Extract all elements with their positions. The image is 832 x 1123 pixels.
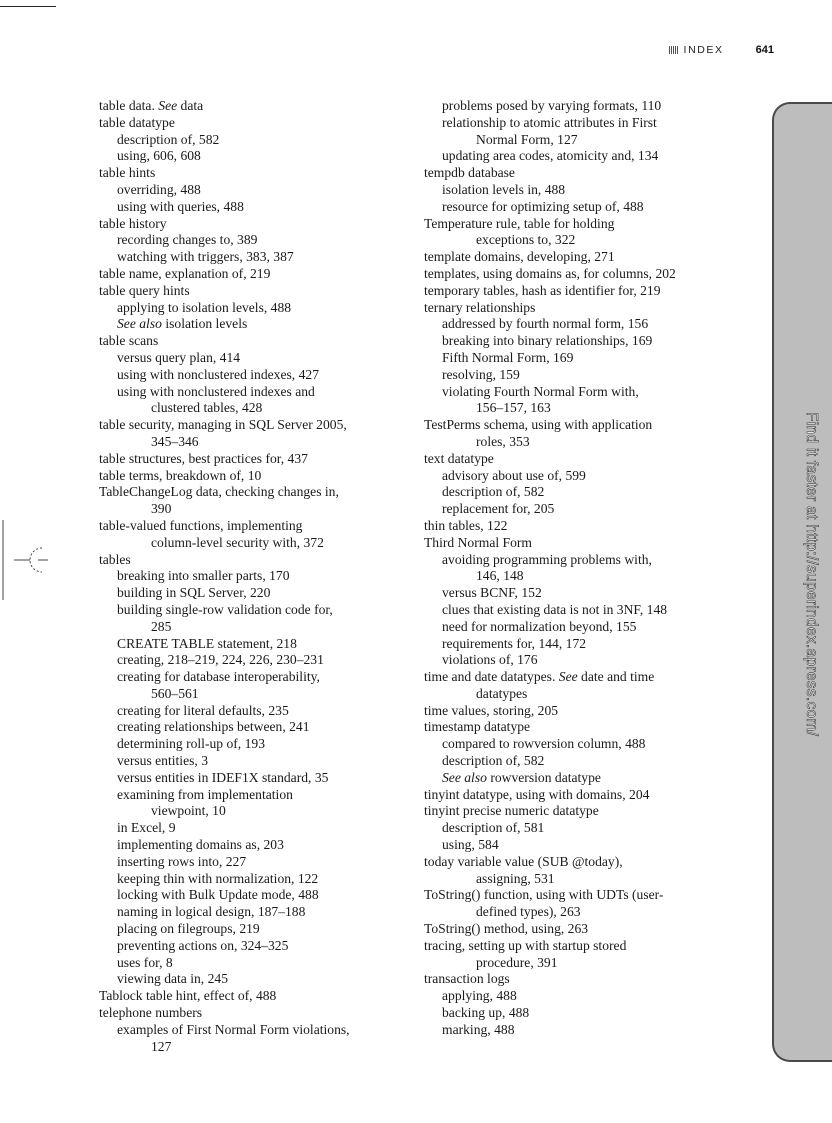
entry-text: procedure, 391 — [476, 954, 558, 970]
index-entry — [424, 568, 724, 585]
entry-text: creating for database interoperability, — [117, 669, 320, 685]
index-entry — [99, 266, 399, 283]
index-entry — [424, 602, 724, 619]
index-entry — [99, 249, 399, 266]
index-entry — [99, 367, 399, 384]
index-entry — [424, 468, 724, 485]
entry-text: tracing, setting up with startup stored — [424, 937, 627, 953]
index-entry — [424, 98, 724, 115]
index-entry — [424, 1005, 724, 1022]
entry-text: table structures, best practices for, 437 — [99, 450, 308, 466]
index-entry — [99, 316, 399, 333]
index-entry — [99, 887, 399, 904]
entry-text: CREATE TABLE statement, 218 — [117, 635, 297, 651]
index-entry — [424, 199, 724, 216]
index-entry — [424, 736, 724, 753]
entry-text: today variable value (SUB @today), — [424, 853, 623, 869]
entry-text: table query hints — [99, 282, 190, 298]
cross-reference: See — [158, 98, 178, 113]
entry-text: assigning, 531 — [476, 870, 555, 886]
index-entry — [424, 770, 724, 787]
entry-text: tables — [99, 551, 131, 567]
index-entry — [99, 535, 399, 552]
entry-text: text datatype — [424, 450, 494, 466]
entry-text: keeping thin with normalization, 122 — [117, 870, 319, 886]
index-entry — [99, 165, 399, 182]
entry-text: roles, 353 — [476, 433, 530, 449]
entry-text: tinyint precise numeric datatype — [424, 803, 599, 819]
entry-text: isolation levels — [161, 316, 248, 332]
index-entry — [99, 652, 399, 669]
entry-text: table data. — [99, 98, 159, 113]
entry-text: TableChangeLog data, checking changes in, — [99, 484, 339, 500]
entry-text: time and date datatypes. — [424, 669, 559, 685]
index-entry — [424, 820, 724, 837]
entry-text: table name, explanation of, 219 — [99, 265, 271, 281]
index-entry — [424, 552, 724, 569]
index-entry — [99, 753, 399, 770]
index-entry — [99, 585, 399, 602]
index-entry — [99, 115, 399, 132]
entry-text: description of, 582 — [117, 131, 220, 147]
index-entry — [424, 585, 724, 602]
entry-text: table scans — [99, 333, 159, 349]
index-entry — [424, 417, 724, 434]
entry-text: breaking into binary relationships, 169 — [442, 333, 653, 349]
entry-text: viewing data in, 245 — [117, 971, 228, 987]
index-entry — [424, 535, 724, 552]
cross-reference: See — [558, 669, 578, 685]
index-entry — [99, 971, 399, 988]
entry-text: 156–157, 163 — [476, 400, 551, 416]
entry-text: advisory about use of, 599 — [442, 467, 586, 483]
index-entry — [99, 988, 399, 1005]
entry-text: ternary relationships — [424, 299, 536, 315]
entry-text: timestamp datatype — [424, 719, 531, 735]
index-entry — [99, 300, 399, 317]
entry-text: versus query plan, 414 — [117, 349, 241, 365]
index-entry — [99, 770, 399, 787]
index-entry — [99, 484, 399, 501]
index-entry — [99, 1005, 399, 1022]
entry-text: viewpoint, 10 — [151, 803, 226, 819]
cross-reference: See also — [117, 316, 162, 332]
page-number: 641 — [755, 44, 774, 56]
index-entry — [424, 837, 724, 854]
index-entry — [99, 787, 399, 804]
entry-text: overriding, 488 — [117, 181, 201, 197]
entry-text: using, 584 — [442, 837, 499, 853]
cross-reference: See also — [442, 769, 487, 785]
entry-text: rowversion datatype — [486, 769, 601, 785]
entry-text: compared to rowversion column, 488 — [442, 736, 646, 752]
entry-text: marking, 488 — [442, 1021, 515, 1037]
index-entry — [424, 988, 724, 1005]
entry-text: telephone numbers — [99, 1005, 203, 1021]
entry-text: violating Fourth Normal Form with, — [442, 383, 639, 399]
index-entry — [99, 871, 399, 888]
index-entry — [99, 148, 399, 165]
entry-text: problems posed by varying formats, 110 — [442, 98, 662, 113]
entry-text: TestPerms schema, using with application — [424, 417, 653, 433]
index-entry — [99, 703, 399, 720]
entry-text: defined types), 263 — [476, 904, 581, 920]
index-column-left — [99, 98, 399, 1055]
index-entry — [424, 165, 724, 182]
entry-text: updating area codes, atomicity and, 134 — [442, 148, 659, 164]
index-entry — [424, 686, 724, 703]
index-entry — [99, 350, 399, 367]
index-entry — [424, 938, 724, 955]
index-entry — [424, 434, 724, 451]
index-entry — [99, 837, 399, 854]
index-entry — [99, 921, 399, 938]
running-header — [669, 44, 774, 56]
index-entry — [99, 518, 399, 535]
index-entry — [424, 703, 724, 720]
index-entry — [99, 636, 399, 653]
entry-text: creating, 218–219, 224, 226, 230–231 — [117, 652, 324, 668]
entry-text: 345–346 — [151, 433, 199, 449]
entry-text: using, 606, 608 — [117, 148, 201, 164]
entry-text: description of, 582 — [442, 753, 545, 769]
entry-text: in Excel, 9 — [117, 820, 176, 836]
entry-text: relationship to atomic attributes in First — [442, 114, 657, 130]
index-entry — [424, 350, 724, 367]
entry-text: versus BCNF, 152 — [442, 585, 542, 601]
index-entry — [424, 971, 724, 988]
index-entry — [99, 619, 399, 636]
entry-text: uses for, 8 — [117, 954, 173, 970]
entry-text: building in SQL Server, 220 — [117, 585, 271, 601]
entry-text: requirements for, 144, 172 — [442, 635, 587, 651]
index-entry — [99, 552, 399, 569]
entry-text: creating for literal defaults, 235 — [117, 702, 289, 718]
index-entry — [424, 384, 724, 401]
entry-text: violations of, 176 — [442, 652, 538, 668]
entry-text: breaking into smaller parts, 170 — [117, 568, 290, 584]
entry-text: replacement for, 205 — [442, 501, 555, 517]
index-entry — [99, 333, 399, 350]
index-entry — [99, 182, 399, 199]
entry-text: determining roll-up of, 193 — [117, 736, 265, 752]
index-entry — [99, 955, 399, 972]
entry-text: transaction logs — [424, 971, 510, 987]
entry-text: thin tables, 122 — [424, 517, 508, 533]
entry-text: Temperature rule, table for holding — [424, 215, 615, 231]
entry-text: tinyint datatype, using with domains, 204 — [424, 786, 650, 802]
index-column-right — [424, 98, 724, 1039]
index-entry — [424, 1022, 724, 1039]
entry-text: applying to isolation levels, 488 — [117, 299, 292, 315]
index-entry — [424, 955, 724, 972]
entry-text: using with nonclustered indexes and — [117, 383, 315, 399]
index-entry — [424, 283, 724, 300]
entry-text: column-level security with, 372 — [151, 534, 324, 550]
entry-text: description of, 581 — [442, 820, 545, 836]
entry-text: need for normalization beyond, 155 — [442, 618, 637, 634]
index-entry — [424, 266, 724, 283]
entry-text: table hints — [99, 165, 156, 181]
entry-text: avoiding programming problems with, — [442, 551, 652, 567]
index-entry — [99, 400, 399, 417]
crop-mark-icon — [0, 520, 60, 600]
index-entry — [424, 787, 724, 804]
index-entry — [424, 854, 724, 871]
entry-text: 285 — [151, 618, 172, 634]
index-entry — [99, 803, 399, 820]
index-entry — [424, 367, 724, 384]
entry-text: table datatype — [99, 114, 175, 130]
entry-text: resolving, 159 — [442, 366, 520, 382]
entry-text: backing up, 488 — [442, 1005, 530, 1021]
index-entry — [99, 1039, 399, 1056]
entry-text: 127 — [151, 1038, 172, 1054]
thumb-tab-text: Find it faster at http://superindex.apress.com/ — [803, 412, 820, 737]
entry-text: locking with Bulk Update mode, 488 — [117, 887, 319, 903]
index-entry — [424, 182, 724, 199]
index-entry — [424, 887, 724, 904]
index-entry — [424, 921, 724, 938]
entry-text: versus entities, 3 — [117, 753, 208, 769]
section-title: INDEX — [683, 44, 724, 56]
index-entry — [424, 904, 724, 921]
index-entry — [99, 199, 399, 216]
entry-text: ToString() method, using, 263 — [424, 921, 589, 937]
index-entry — [99, 384, 399, 401]
entry-text: time values, storing, 205 — [424, 702, 559, 718]
index-entry — [424, 619, 724, 636]
header-bars-icon — [669, 46, 678, 54]
top-rule — [0, 6, 56, 7]
entry-text: inserting rows into, 227 — [117, 853, 247, 869]
index-entry — [424, 316, 724, 333]
index-entry — [99, 468, 399, 485]
index-entry — [99, 602, 399, 619]
entry-text: templates, using domains as, for columns, 202 — [424, 265, 676, 281]
index-entry — [424, 451, 724, 468]
index-entry — [424, 148, 724, 165]
entry-text: datatypes — [476, 685, 528, 701]
entry-text: table terms, breakdown of, 10 — [99, 467, 262, 483]
index-entry — [424, 115, 724, 132]
index-entry — [99, 216, 399, 233]
entry-text: 390 — [151, 501, 172, 517]
entry-text: table-valued functions, implementing — [99, 517, 303, 533]
entry-text: ToString() function, using with UDTs (user- — [424, 887, 664, 903]
index-entry — [99, 434, 399, 451]
index-entry — [424, 501, 724, 518]
index-entry — [99, 736, 399, 753]
index-entry — [424, 518, 724, 535]
entry-text: watching with triggers, 383, 387 — [117, 249, 294, 265]
entry-text: applying, 488 — [442, 988, 517, 1004]
index-entry — [99, 283, 399, 300]
entry-text: implementing domains as, 203 — [117, 837, 284, 853]
index-entry — [424, 249, 724, 266]
entry-text: template domains, developing, 271 — [424, 249, 615, 265]
index-entry — [424, 216, 724, 233]
index-entry — [99, 904, 399, 921]
index-entry — [99, 501, 399, 518]
entry-text: versus entities in IDEF1X standard, 35 — [117, 769, 329, 785]
entry-text: isolation levels in, 488 — [442, 181, 566, 197]
index-entry — [424, 132, 724, 149]
entry-text: date and time — [577, 669, 655, 685]
index-entry — [99, 938, 399, 955]
index-entry — [424, 400, 724, 417]
entry-text: placing on filegroups, 219 — [117, 921, 260, 937]
index-entry — [424, 669, 724, 686]
entry-text: building single-row validation code for, — [117, 601, 333, 617]
index-entry — [424, 803, 724, 820]
entry-text: Normal Form, 127 — [476, 131, 578, 147]
entry-text: temporary tables, hash as identifier for, 219 — [424, 282, 661, 298]
index-entry — [424, 333, 724, 350]
entry-text: clustered tables, 428 — [151, 400, 263, 416]
entry-text: creating relationships between, 241 — [117, 719, 310, 735]
index-entry — [99, 132, 399, 149]
index-entry — [424, 300, 724, 317]
entry-text: description of, 582 — [442, 484, 545, 500]
index-entry — [424, 753, 724, 770]
entry-text: table history — [99, 215, 167, 231]
index-entry — [99, 1022, 399, 1039]
index-entry — [99, 669, 399, 686]
index-entry — [99, 719, 399, 736]
entry-text: clues that existing data is not in 3NF, 148 — [442, 601, 668, 617]
entry-text: tempdb database — [424, 165, 515, 181]
entry-text: recording changes to, 389 — [117, 232, 258, 248]
entry-text: 146, 148 — [476, 568, 524, 584]
index-entry — [424, 484, 724, 501]
entry-text: preventing actions on, 324–325 — [117, 937, 289, 953]
index-entry — [99, 232, 399, 249]
index-entry — [424, 636, 724, 653]
index-entry — [424, 719, 724, 736]
entry-text: 560–561 — [151, 685, 199, 701]
entry-text: data — [177, 98, 204, 113]
entry-text: naming in logical design, 187–188 — [117, 904, 306, 920]
entry-text: table security, managing in SQL Server 2005, — [99, 417, 347, 433]
index-entry — [99, 686, 399, 703]
entry-text: Fifth Normal Form, 169 — [442, 349, 574, 365]
entry-text: using with queries, 488 — [117, 198, 244, 214]
index-entry — [99, 568, 399, 585]
index-entry — [99, 417, 399, 434]
index-entry — [99, 854, 399, 871]
index-entry — [99, 98, 399, 115]
entry-text: using with nonclustered indexes, 427 — [117, 366, 319, 382]
entry-text: Third Normal Form — [424, 534, 532, 550]
entry-text: resource for optimizing setup of, 488 — [442, 198, 644, 214]
entry-text: examples of First Normal Form violations, — [117, 1021, 350, 1037]
entry-text: examining from implementation — [117, 786, 293, 802]
index-entry — [424, 232, 724, 249]
index-entry — [424, 652, 724, 669]
index-entry — [99, 451, 399, 468]
index-entry — [424, 871, 724, 888]
entry-text: exceptions to, 322 — [476, 232, 576, 248]
entry-text: Tablock table hint, effect of, 488 — [99, 988, 277, 1004]
entry-text: addressed by fourth normal form, 156 — [442, 316, 649, 332]
index-entry — [99, 820, 399, 837]
